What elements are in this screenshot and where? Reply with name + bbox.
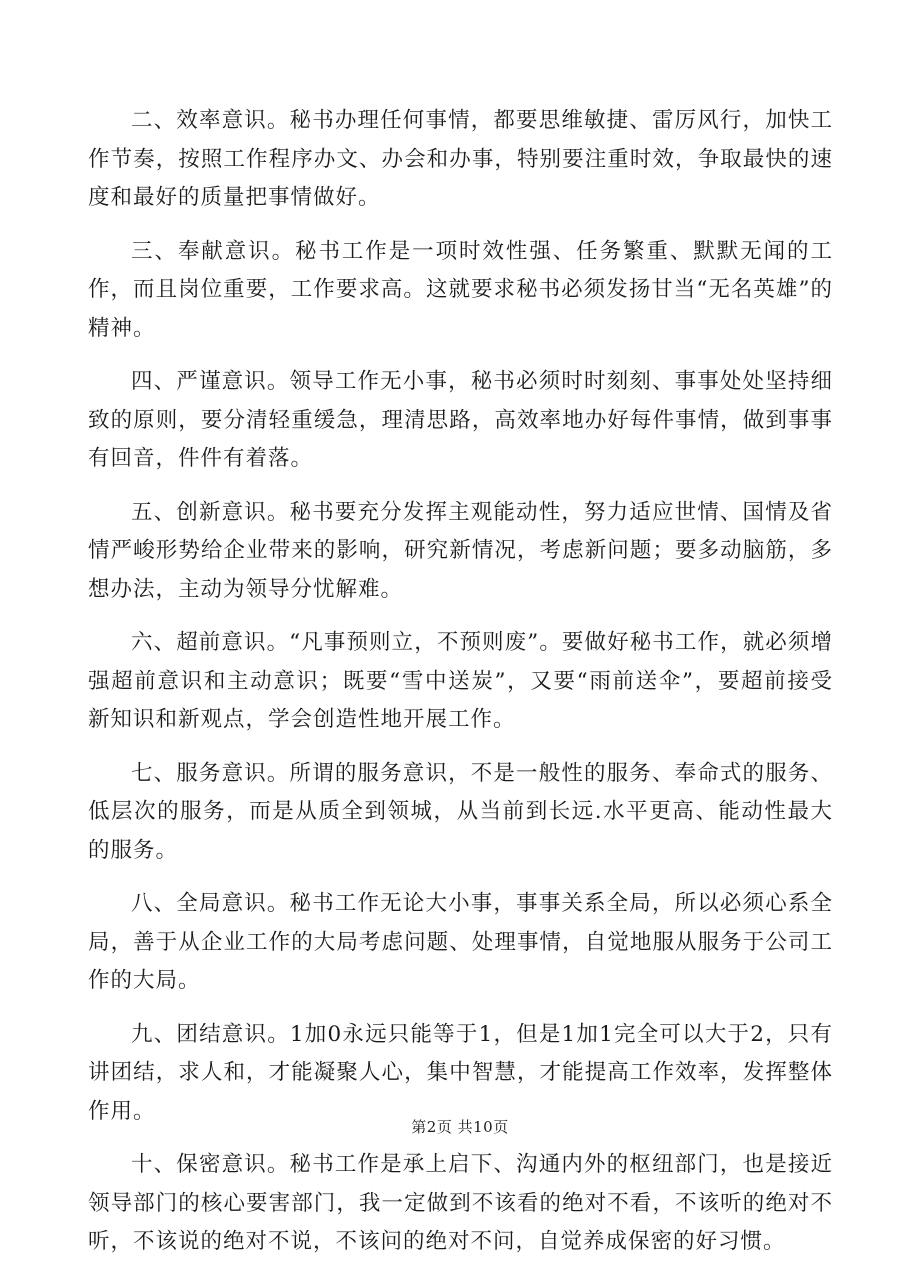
paragraph-service: 七、服务意识。所谓的服务意识，不是一般性的服务、奉命式的服务、低层次的服务，而是从质全到领城，从当前到长远.水平更高、能动性最大的服务。	[88, 760, 833, 863]
paragraph-rigor: 四、严谨意识。领导工作无小事，秘书必须时时刻刻、事事处处坚持细致的原则，要分清轻重缓急，理清思路，高效率地办好每件事情，做到事事有回音，件件有着落。	[88, 369, 833, 471]
paragraph-foresight: 六、超前意识。“凡事预则立，不预则废”。要做好秘书工作，就必须增强超前意识和主动意识；既要“雪中送炭”，又要“雨前送伞”，要超前接受新知识和新观点，学会创造性地开展工作。	[88, 630, 833, 732]
page-number-footer: 第2页 共10页	[411, 1118, 509, 1136]
paragraph-dedication: 三、奉献意识。秘书工作是一项时效性强、任务繁重、默默无闻的工作，而且岗位重要，工作要求高。这就要求秘书必须发扬甘当“无名英雄”的精神。	[88, 238, 833, 341]
paragraph-confidentiality: 十、保密意识。秘书工作是承上启下、沟通内外的枢纽部门，也是接近领导部门的核心要害部门，我一定做到不该看的绝对不看，不该听的绝对不听，不该说的绝对不说，不该问的绝对不问，自觉养成保密的好习惯。	[88, 1152, 833, 1254]
paragraph-efficiency: 二、效率意识。秘书办理任何事情，都要思维敏捷、雷厉风行，加快工作节奏，按照工作程序办文、办会和办事，特别要注重时效，争取最快的速度和最好的质量把事情做好。	[88, 108, 833, 210]
paragraph-overall-view: 八、全局意识。秘书工作无论大小事，事事关系全局，所以必须心系全局，善于从企业工作的大局考虑问题、处理事情，自觉地服从服务于公司工作的大局。	[88, 891, 833, 993]
paragraph-innovation: 五、创新意识。秘书要充分发挥主观能动性，努力适应世情、国情及省情严峻形势给企业带来的影响，研究新情况，考虑新问题；要多动脑筋，多想办法，主动为领导分忧解难。	[88, 499, 833, 602]
document-body	[88, 102, 833, 1277]
paragraph-unity: 九、团结意识。1加0永远只能等于1，但是1加1完全可以大于2，只有讲团结，求人和，才能凝聚人心，集中智慧，才能提高工作效率，发挥整体作用。	[88, 1021, 833, 1124]
